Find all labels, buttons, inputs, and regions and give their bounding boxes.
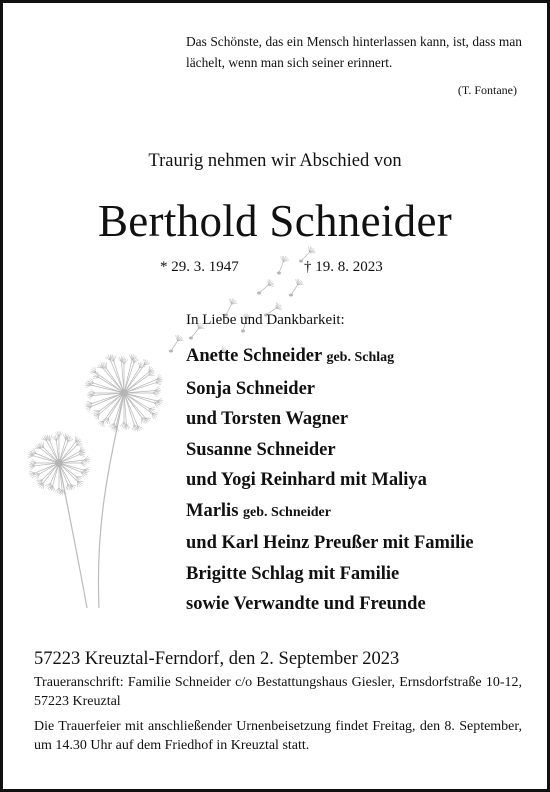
mourner-name: Marlis	[186, 500, 239, 521]
mourner-name: Anette Schneider	[186, 346, 322, 366]
mourner-line	[186, 341, 536, 374]
mourner-maiden-name: geb. Schneider	[243, 504, 331, 520]
mourner-line	[186, 589, 536, 620]
mourner-line	[186, 374, 536, 405]
mourner-line	[186, 496, 536, 529]
mourner-list	[186, 341, 536, 620]
mourner-name: Sonja Schneider	[186, 378, 316, 399]
deceased-name: Berthold Schneider	[97, 196, 453, 246]
ceremony-info: Die Trauerfeier mit anschließender Urnenbeisetzung findet Freitag, den 8. September, um 14.30 Uhr auf dem Friedhof in Kreuztal statt.	[34, 719, 522, 753]
birth-date: * 29. 3. 1947	[160, 259, 239, 275]
mourner-name: sowie Verwandte und Freunde	[186, 594, 426, 614]
intro-line: Traurig nehmen wir Abschied von	[148, 151, 402, 171]
mourner-name: Susanne Schneider	[186, 439, 336, 460]
mourning-address: Traueranschrift: Familie Schneider c/o Bestattungshaus Giesler, Ernsdorfstraße 10-12, 57223 Kreuztal	[34, 675, 522, 709]
mourner-line	[186, 528, 536, 559]
quote-source: (T. Fontane)	[457, 83, 517, 97]
mourner-name: und Yogi Reinhard mit Maliya	[186, 470, 427, 490]
mourner-name: Brigitte Schlag mit Familie	[186, 563, 400, 584]
floating-seed	[169, 335, 183, 352]
dandelion-head-large	[85, 354, 163, 432]
mourner-line	[186, 465, 536, 496]
death-date: † 19. 8. 2023	[304, 259, 383, 275]
thanks-line: In Liebe und Dankbarkeit:	[186, 312, 345, 328]
floating-seed	[289, 279, 303, 296]
mourner-line	[186, 404, 536, 435]
floating-seed	[257, 279, 274, 294]
place-and-date: 57223 Kreuztal-Ferndorf, den 2. September 2023	[34, 649, 400, 669]
mourner-line	[186, 559, 536, 590]
mourner-name: und Torsten Wagner	[186, 409, 349, 429]
floating-seed	[277, 256, 289, 274]
mourner-maiden-name: geb. Schlag	[326, 350, 395, 365]
mourner-line	[186, 435, 536, 466]
mourner-name: und Karl Heinz Preußer mit Familie	[186, 533, 474, 553]
quote-text: Das Schönste, das ein Mensch hinterlassen kann, ist, dass man lächelt, wenn man sich seiner erinnert.	[186, 34, 522, 70]
dandelion-head-small	[28, 431, 91, 495]
